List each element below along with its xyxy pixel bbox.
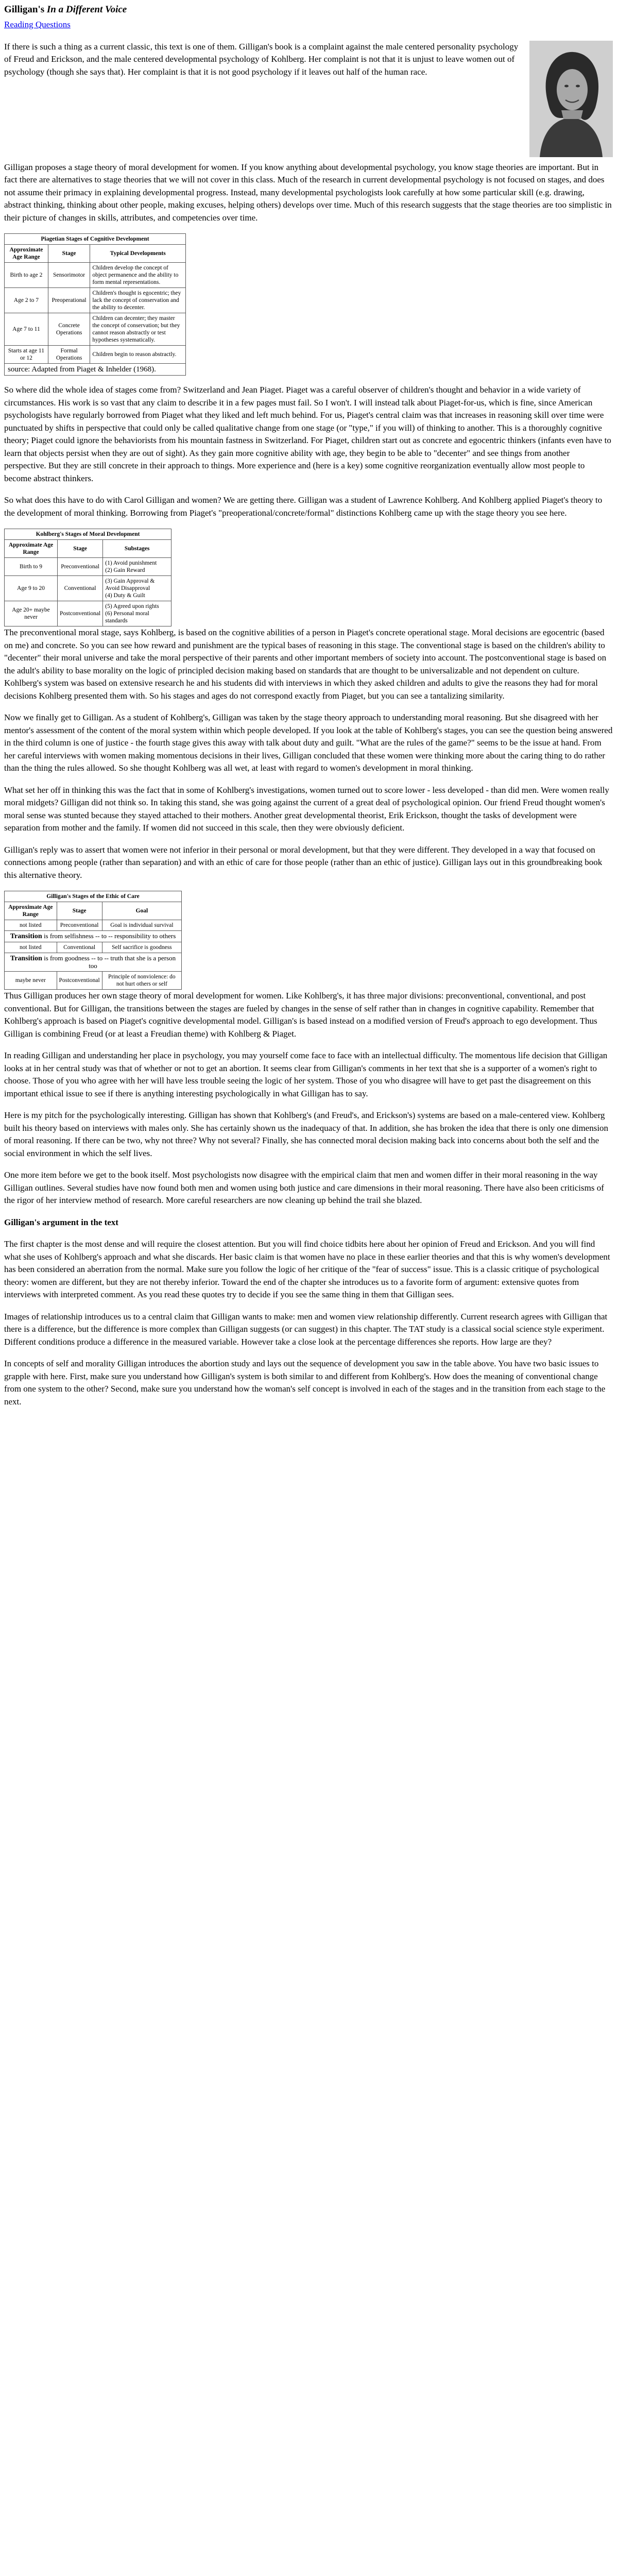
table-caption: Kohlberg's Stages of Moral Development: [4, 529, 171, 539]
paragraph-now: Now we finally get to Gilligan. As a student of Kohlberg's, Gilligan was taken by the stage theory approach to understanding moral reasoning. But she disagreed with her mentor's assessment of the content of the moral system within which people developed. If you look at the table of Kohlberg's stages, you can see the question being answered in the third column is one of justice - the fourth stage gives this away with talk about duty and guilt. "What are the rules of the game?" seems to be the issue at hand. From her careful interviews with women making momentous decisions in their lives, Gilligan concluded that these women were thinking more about the caring thing to do rather than the thing the rules allowed. So she thought Kohlberg was all wet, at least with regard to women's development in moral thinking.: [4, 713, 613, 773]
table-cell: Conventional: [58, 576, 103, 601]
table-cell: Conventional: [57, 942, 102, 953]
intro-paragraph: If there is such a thing as a current classic, this text is one of them. Gilligan's book is a complaint against the male centered personality psychology of Freud and Erickson, and the male centered developmental psychology of Kohlberg. Her complaint is not that it is unjust to leave women out of psychology (though she says that). Her complaint is that it is not good psychology if it leaves out half of the human race.: [4, 41, 519, 77]
table-caption: Piagetian Stages of Cognitive Development: [4, 233, 186, 244]
paragraph-images: Images of relationship introduces us to a central claim that Gilligan wants to make: men and women view relationship differently. Current research agrees with Gilligan that there is a difference, but the difference is more complex than Gilligan suggests (or can suggest) in this chapter. The TAT study is a classical social science style experiment. Different conditions produce a difference in the measured variable. However take a close look at the percentage differences she reports. How large are they?: [4, 1311, 608, 1347]
table-cell: Goal is individual survival: [102, 920, 181, 931]
table-cell: Age 9 to 20: [5, 576, 58, 601]
section-heading: Gilligan's argument in the text: [4, 1217, 118, 1227]
table-row: [5, 346, 186, 364]
table-cell: Preoperational: [48, 288, 90, 313]
table-cell: (3) Gain Approval & Avoid Disapproval (4) Duty & Guilt: [103, 576, 171, 601]
paragraph-concepts: In concepts of self and morality Gilligan introduces the abortion study and lays out the sequence of development you saw in the table above. You have two basic issues to grapple with here. First, make sure you understand how Gilligan's system is both similar to and different from Kohlberg's. How does the meaning of conventional change from one system to the other? Second, make sure you understand how the woman's self concept is involved in each of the stages and in the transition from each stage to the next.: [4, 1359, 606, 1406]
paragraph-critique: Here is my pitch for the psychologically interesting. Gilligan has shown that Kohlberg's (and Freud's, and Erickson's) systems are based on a male-centered view. Kohlberg built his theory based on interviews with males only. She has certainly shown us the inadequacy of that. In addition, she has broken the idea that there is only one dimension of moral reasoning. If there can be two, why not three? Why not several? Finally, she has connected moral decision making back into concerns about both the self and the social environment in which the self lives.: [4, 1110, 609, 1158]
table-cell: Concrete Operations: [48, 313, 90, 346]
table-header: Stage: [57, 902, 102, 920]
table-header: Approximate Age Range: [5, 245, 48, 263]
table-header: Typical Developments: [90, 245, 186, 263]
table-cell: Postconventional: [58, 601, 103, 626]
table-cell: Starts at age 11 or 12: [5, 346, 48, 364]
table-cell: Children's thought is egocentric; they lack the concept of conservation and the ability to decenter.: [90, 288, 186, 313]
table-row: [5, 558, 171, 576]
table-cell: not listed: [5, 942, 57, 953]
paragraph-reply: Gilligan's reply was to assert that women were not inferior in their personal or moral development, but that they were different. They developed in a way that focused on connections among people (rather than separation) and with an ethic of care for those people (rather than an ethic of justice). Gilligan lays out in this groundbreaking book this alternative theory.: [4, 844, 603, 880]
paragraph-preconventional: The preconventional moral stage, says Kohlberg, is based on the cognitive abilities of a person in Piaget's concrete operational stage. Moral decisions are egocentric (based on me) and concrete. So you can see how reward and punishment are the typical bases of reasoning in this stage. The conventional stage is based on the children's ability to "decenter" their moral universe and take the moral perspective of their parents and other important members of society into account. The postconventional stage is based on the adult's ability to base morality on the logic of principled decision making based on standards that are thought to be universalizable and not dependent on culture. Kohlberg's system was based on extensive research he and his students did with interviews in which they asked children and adults to give the reasons they had for moral decisions Kohlberg presented them with. So his stages and ages do not correspond exactly from Piaget, but you can see a tantalizing similarity.: [4, 628, 607, 701]
paragraph-one-more: One more item before we get to the book itself. Most psychologists now disagree with the empirical claim that men and women differ in their moral reasoning in the way Gilligan outlines. Several studies have now found both men and women using both justice and care dimensions in their moral reasoning. There have also been criticisms of the rigor of her interview method of research. More careful researchers are now cleaning up behind the trail she blazed.: [4, 1170, 604, 1205]
table-row: [5, 920, 182, 931]
table-cell: not listed: [5, 920, 57, 931]
table-cell: Self sacrifice is goodness: [102, 942, 181, 953]
table-cell: (1) Avoid punishment (2) Gain Reward: [103, 558, 171, 576]
reading-questions-link[interactable]: Reading Questions: [4, 20, 71, 29]
table-row: [5, 576, 171, 601]
paragraph-what: What set her off in thinking this was the fact that in some of Kohlberg's investigations, women turned out to score lower - less developed - than did men. Were women really moral midgets? Gilligan did not think so. In taking this stand, she was going against the current of a great deal of psychological opinion. Our friend Freud thought women's moral sense was stunted because they stayed attached to their mothers. Another great developmental theorist, Erik Erickson, thought the tasks of development were separation from mother and the family. If women did not succeed in this scale, then they were obviously deficient.: [4, 785, 609, 833]
table-cell: Age 20+ maybe never: [5, 601, 58, 626]
table-header: Goal: [102, 902, 181, 920]
author-portrait-image: [529, 41, 613, 157]
transition-row: [5, 953, 182, 972]
table-cell: Birth to 9: [5, 558, 58, 576]
kohlberg-stages-table: [4, 529, 171, 626]
paragraph-stages: Gilligan proposes a stage theory of moral development for women. If you know anything about developmental psychology, you know stage theories are important. But in fact there are alternatives to stage theories that we will not cover in this class. Much of the research in current developmental psychology is not focused on stages, and does not assume their primacy in explaining developmental progress. Instead, many developmental psychologists look carefully at how some particular skill (e.g. drawing, abstract thinking, thinking about other people, making excuses, helping others) develops over time. Much of this research suggests that the stage theories are too simplistic in their picture of changes in skills, attributes, and competencies over time.: [4, 162, 612, 223]
table-cell: maybe never: [5, 972, 57, 990]
table-row: [5, 942, 182, 953]
table-source-note: source: Adapted from Piaget & Inhelder (1968).: [4, 364, 186, 376]
table-cell: (5) Agreed upon rights (6) Personal moral standards: [103, 601, 171, 626]
table-cell: Principle of nonviolence: do not hurt others or self: [102, 972, 181, 990]
paragraph-carol: So what does this have to do with Carol Gilligan and women? We are getting there. Gilligan was a student of Lawrence Kohlberg. And Kohlberg applied Piaget's theory to the development of moral thinking. Borrowing from Piaget's "preoperational/concrete/formal" distinctions Kohlberg came up with the stage theory you see here.: [4, 495, 603, 518]
table-caption: Gilligan's Stages of the Ethic of Care: [4, 891, 182, 902]
table-header: Stage: [48, 245, 90, 263]
table-row: [5, 601, 171, 626]
care-stages-table: [4, 891, 182, 990]
transition-cell: Transition is from selfishness -- to -- responsibility to others: [5, 931, 182, 942]
paragraph-reading: In reading Gilligan and understanding her place in psychology, you may yourself come face to face with an intellectual difficulty. The momentous life decision that Gilligan looks at in her central study was that of whether or not to get an abortion. It seems clear from Gilligan's comments in her text that she is a supporter of a women's right to choose. Those of you who agree with her will have less trouble seeing the logic of her system. Those of you who disagree will have to get past the disagreement on this important ethical issue to see if there is anything interesting psychologically in what Gilligan has to say.: [4, 1050, 608, 1098]
table-cell: Children develop the concept of object permanence and the ability to form mental representations.: [90, 263, 186, 288]
paragraph-where: So where did the whole idea of stages come from? Switzerland and Jean Piaget. Piaget was a careful observer of children's thought and behavior in a wide variety of circumstances. His work is so vast that any claim to describe it in a few pages must fail. So I won't. I will instead talk about Piaget-for-us, which is fine, since American psychologists have regularly borrowed from Piaget what they liked and left much behind. For us, Piaget's central claim was that increases in reasoning skill over time were punctuated by shifts in perspective that could only be called qualitative change from one stage (or "type," if you will) of thinking to another. This is a thoroughly cognitive theory; Piaget could ignore the behaviorists from his mountain fastness in Switzerland. For Piaget, children start out as concrete and egocentric thinkers (infants even have to learn that objects persist when they are out of sight). As they gain more cognitive ability with age, they begin to be able to "decenter" and see things from another perspective. But they are still concrete in their approach to things. More experience and (here is a key) some cognitive reorganization eventually allow most people to become abstract thinkers.: [4, 385, 611, 483]
table-cell: Children can decenter; they master the concept of conservation; but they cannot reason abstractly or test hypotheses systematically.: [90, 313, 186, 346]
piaget-stages-table: [4, 233, 186, 364]
table-row: [5, 313, 186, 346]
table-cell: Children begin to reason abstractly.: [90, 346, 186, 364]
table-cell: Postconventional: [57, 972, 102, 990]
table-header: Approximate Age Range: [5, 902, 57, 920]
table-cell: Birth to age 2: [5, 263, 48, 288]
table-cell: Age 7 to 11: [5, 313, 48, 346]
table-header: Substages: [103, 540, 171, 558]
table-cell: Preconventional: [58, 558, 103, 576]
table-row: [5, 972, 182, 990]
table-cell: Formal Operations: [48, 346, 90, 364]
transition-row: [5, 931, 182, 942]
table-header: Approximate Age Range: [5, 540, 58, 558]
transition-cell: Transition is from goodness -- to -- truth that she is a person too: [5, 953, 182, 972]
table-row: [5, 288, 186, 313]
page-title: Gilligan's In a Different Voice: [4, 4, 127, 15]
table-cell: Sensorimotor: [48, 263, 90, 288]
table-cell: Age 2 to 7: [5, 288, 48, 313]
paragraph-first-chapter: The first chapter is the most dense and will require the closest attention. But you will find choice tidbits here about her opinion of Freud and Erickson. And you will find what she uses of Kohlberg's approach and what she discards. Her basic claim is that women have no place in these earlier theories and that this is why women's development has been considered an aberration from the normal. Make sure you follow the logic of her critique of the "fear of success" issue. This is a classic critique of psychological theory: women are different, but they are not thereby inferior. Toward the end of the chapter she introduces us to a favorite form of argument: extensive quotes from interviews with interpreted comment. As you read these quotes try to decide if you see the same thing in them that Gilligan sees.: [4, 1239, 610, 1299]
table-cell: Preconventional: [57, 920, 102, 931]
table-row: [5, 263, 186, 288]
paragraph-thus: Thus Gilligan produces her own stage theory of moral development for women. Like Kohlberg's, it has three major divisions: preconventional, conventional, and post conventional. But for Gilligan, the transitions between the stages are fueled by changes in the sense of self rather than in changes in cognitive capability. Remember that Kohlberg's approach is based on Piaget's cognitive developmental model. Gilligan's is based instead on a modified version of Freud's approach to ego development. Thus Gilligan is combining Freud (or at least a Freudian theme) with Kohlberg & Piaget.: [4, 991, 597, 1039]
table-header: Stage: [58, 540, 103, 558]
